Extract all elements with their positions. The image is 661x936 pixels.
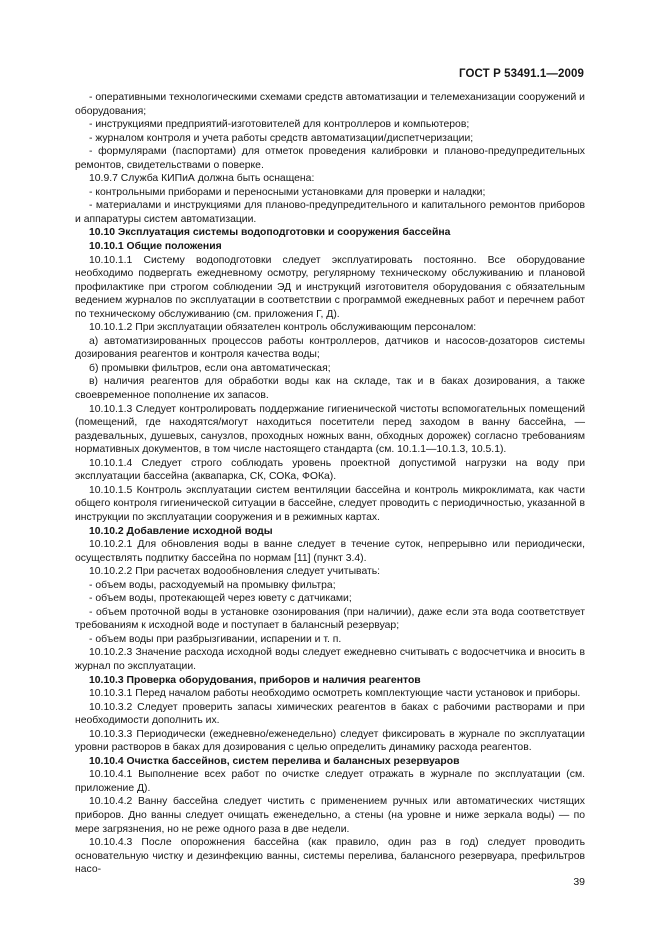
page-number: 39 <box>573 876 585 888</box>
body-paragraph: - объем воды при разбрызгивании, испарении и т. п. <box>89 633 342 645</box>
section-heading: 10.10.3 Проверка оборудования, приборов и наличия реагентов <box>89 674 421 686</box>
body-paragraph: 10.10.1.1 Систему водоподготовки следует эксплуатировать постоянно. Все оборудование необходимо подвергать ежедневному осмотру, регулярному техническому обслуживанию и плановой профилактике при строгом соблюдении ЭД и инструкций изготовителя оборудования с обязательным ведением журналов по эксплуатации в соответствии с программой ежедневных работ и перечнем работ по техническому обслуживанию (см. приложения Г, Д). <box>75 254 585 320</box>
body-paragraph: 10.10.2.3 Значение расхода исходной воды следует ежедневно считывать с водосчетчика и вносить в журнал по эксплуатации. <box>75 647 585 672</box>
body-paragraph: 10.10.1.3 Следует контролировать поддержание гигиенической чистоты вспомогательных помещений (помещений, где находятся/могут находиться посетители перед заходом в ванну бассейна, — раздевальных, душевых, санузлов, проходных ножных ванн, обходных дорожек) согласно требованиям нормативных документов, в том числе настоящего стандарта (см. 10.1.1—10.1.3, 10.5.1). <box>75 403 585 456</box>
body-paragraph: 10.10.3.1 Перед началом работы необходимо осмотреть комплектующие части установок и приборы. <box>89 688 581 700</box>
body-paragraph: 10.9.7 Служба КИПиА должна быть оснащена: <box>89 173 315 185</box>
section-heading: 10.10.4 Очистка бассейнов, систем перелива и балансных резервуаров <box>89 755 460 767</box>
body-paragraph: 10.10.3.2 Следует проверить запасы химических реагентов в баках с рабочими растворами и при необходимости дополнить их. <box>75 701 585 727</box>
body-paragraph: б) промывки фильтров, если она автоматическая; <box>89 362 331 374</box>
body-paragraph: 10.10.4.2 Ванну бассейна следует чистить с применением ручных или автоматических чистящих приборов. Дно ванны следует очищать еженедельно, а стены (на уровне и ниже зеркала воды) — по мере загрязнения, но не реже одного раза в две недели. <box>75 796 585 835</box>
body-paragraph: в) наличия реагентов для обработки воды как на складе, так и в баках дозирования, а также своевременное пополнение их запасов. <box>75 376 585 402</box>
body-paragraph: - объем проточной воды в установке озонирования (при наличии), даже если эта вода соответствует требованиям к исходной воде и поступает в балансный резервуар; <box>75 606 585 632</box>
body-paragraph: - оперативными технологическими схемами средств автоматизации и телемеханизации сооружений и оборудования; <box>75 92 585 117</box>
body-paragraph: - материалами и инструкциями для планово-предупредительного и капитального ремонтов приборов и аппаратуры систем автоматизации. <box>75 200 585 225</box>
document-body <box>75 91 585 877</box>
body-paragraph: 10.10.3.3 Периодически (ежедневно/еженедельно) следует фиксировать в журнале по эксплуатации уровни растворов в баках для дозирования с целью определить динамику расхода реагентов. <box>75 728 585 754</box>
body-paragraph: 10.10.2.2 При расчетах водообновления следует учитывать: <box>89 566 381 578</box>
body-paragraph: - инструкциями предприятий-изготовителей для контроллеров и компьютеров; <box>89 119 470 131</box>
body-paragraph: 10.10.1.5 Контроль эксплуатации систем вентиляции бассейна и контроль микроклимата, как части общего контроля гигиенической ситуации в бассейне, следует проводить с периодичностью, указанной в инструкции по эксплуатации сооружения и в режимных картах. <box>75 484 585 523</box>
body-paragraph: - журналом контроля и учета работы средств автоматизации/диспетчеризации; <box>89 132 474 144</box>
section-heading: 10.10.1 Общие положения <box>89 241 222 253</box>
body-paragraph: - формулярами (паспортами) для отметок проведения калибровки и планово-предупредительных ремонтов, свидетельствами о поверке. <box>75 146 585 171</box>
body-paragraph: а) автоматизированных процессов работы контроллеров, датчиков и насосов-дозаторов системы дозирования реагентов и контроля качества воды; <box>75 335 585 361</box>
document-id-header: ГОСТ Р 53491.1—2009 <box>459 68 584 80</box>
body-paragraph: 10.10.4.3 После опорожнения бассейна (как правило, один раз в год) следует проводить основательную чистку и дезинфекцию ванны, системы перелива, балансного резервуара, префильтров насо- <box>75 837 585 876</box>
body-paragraph: 10.10.2.1 Для обновления воды в ванне следует в течение суток, непрерывно или периодически, осуществлять подпитку бассейна по нормам [11] (пункт 3.4). <box>75 539 585 564</box>
body-paragraph: 10.10.1.4 Следует строго соблюдать уровень проектной допустимой нагрузки на воду при эксплуатации бассейна (аквапарка, СК, СОКа, ФОКа). <box>75 457 585 483</box>
body-paragraph: - объем воды, протекающей через ювету с датчиками; <box>89 593 352 605</box>
body-paragraph: - контрольными приборами и переносными установками для проверки и наладки; <box>89 186 486 198</box>
section-heading: 10.10 Эксплуатация системы водоподготовки и сооружения бассейна <box>89 227 451 239</box>
body-paragraph: 10.10.1.2 При эксплуатации обязателен контроль обслуживающим персоналом: <box>89 322 477 334</box>
section-heading: 10.10.2 Добавление исходной воды <box>89 525 273 537</box>
body-paragraph: - объем воды, расходуемый на промывку фильтра; <box>89 579 336 591</box>
body-paragraph: 10.10.4.1 Выполнение всех работ по очистке следует отражать в журнале по эксплуатации (см. приложение Д). <box>75 769 585 794</box>
